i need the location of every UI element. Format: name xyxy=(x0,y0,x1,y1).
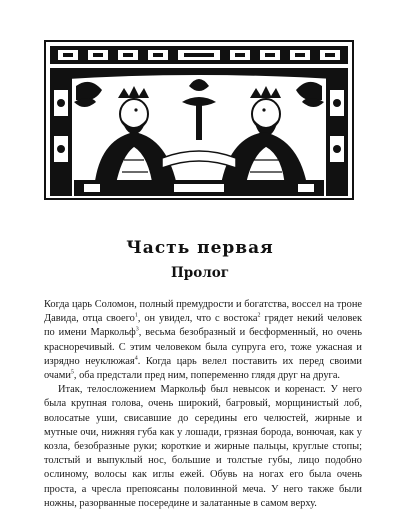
footnote-ref[interactable]: 3 xyxy=(135,326,139,333)
footnote-ref[interactable]: 2 xyxy=(257,312,261,319)
section-title: Пролог xyxy=(171,265,229,281)
footnote-ref[interactable]: 1 xyxy=(134,312,138,319)
footnote-ref[interactable]: 5 xyxy=(70,369,74,376)
body-text xyxy=(44,298,362,511)
paragraph-1: Когда царь Соломон, полный премудрости и богатства, воссел на троне Давида, отца своего$^1$, он увидел, что с востока$^2$ грядет некий человек по имени Маркольф$^3$, весьма безобразный и бесформенный, но очень красноречивый. С этим человеком была супруга его, тоже ужасная и изрядно неуклюжая$^4$. Когда царь велел поставить их перед своими очами$^5$, оба предстали пред ним, попеременно глядя друг на друга. xyxy=(44,299,362,382)
woodcut-illustration xyxy=(44,40,354,200)
part-title: Часть первая xyxy=(126,238,274,258)
paragraph-2: Итак, телосложением Маркольф был невысок и коренаст. У него была крупная голова, очень широкий, багровый, морщинистый лоб, волосатые уши, свисавшие до середины его челюстей, жирные и мутные очи, нижняя губа как у лошади, грязная борода, вонючая, как у козла, безобразные руки; короткие и жирные пальцы, круглые стопы; толстый и выпуклый нос, большие и толстые губы, лицо подобно ослиному, волосы как иглы ежей. Обувь на ногах его была очень проста, а чресла препоясаны половинной меча. У него также были ножны, разорванные посередине и залатанные в самом верху. xyxy=(44,384,362,509)
footnote-ref[interactable]: 4 xyxy=(134,355,138,362)
